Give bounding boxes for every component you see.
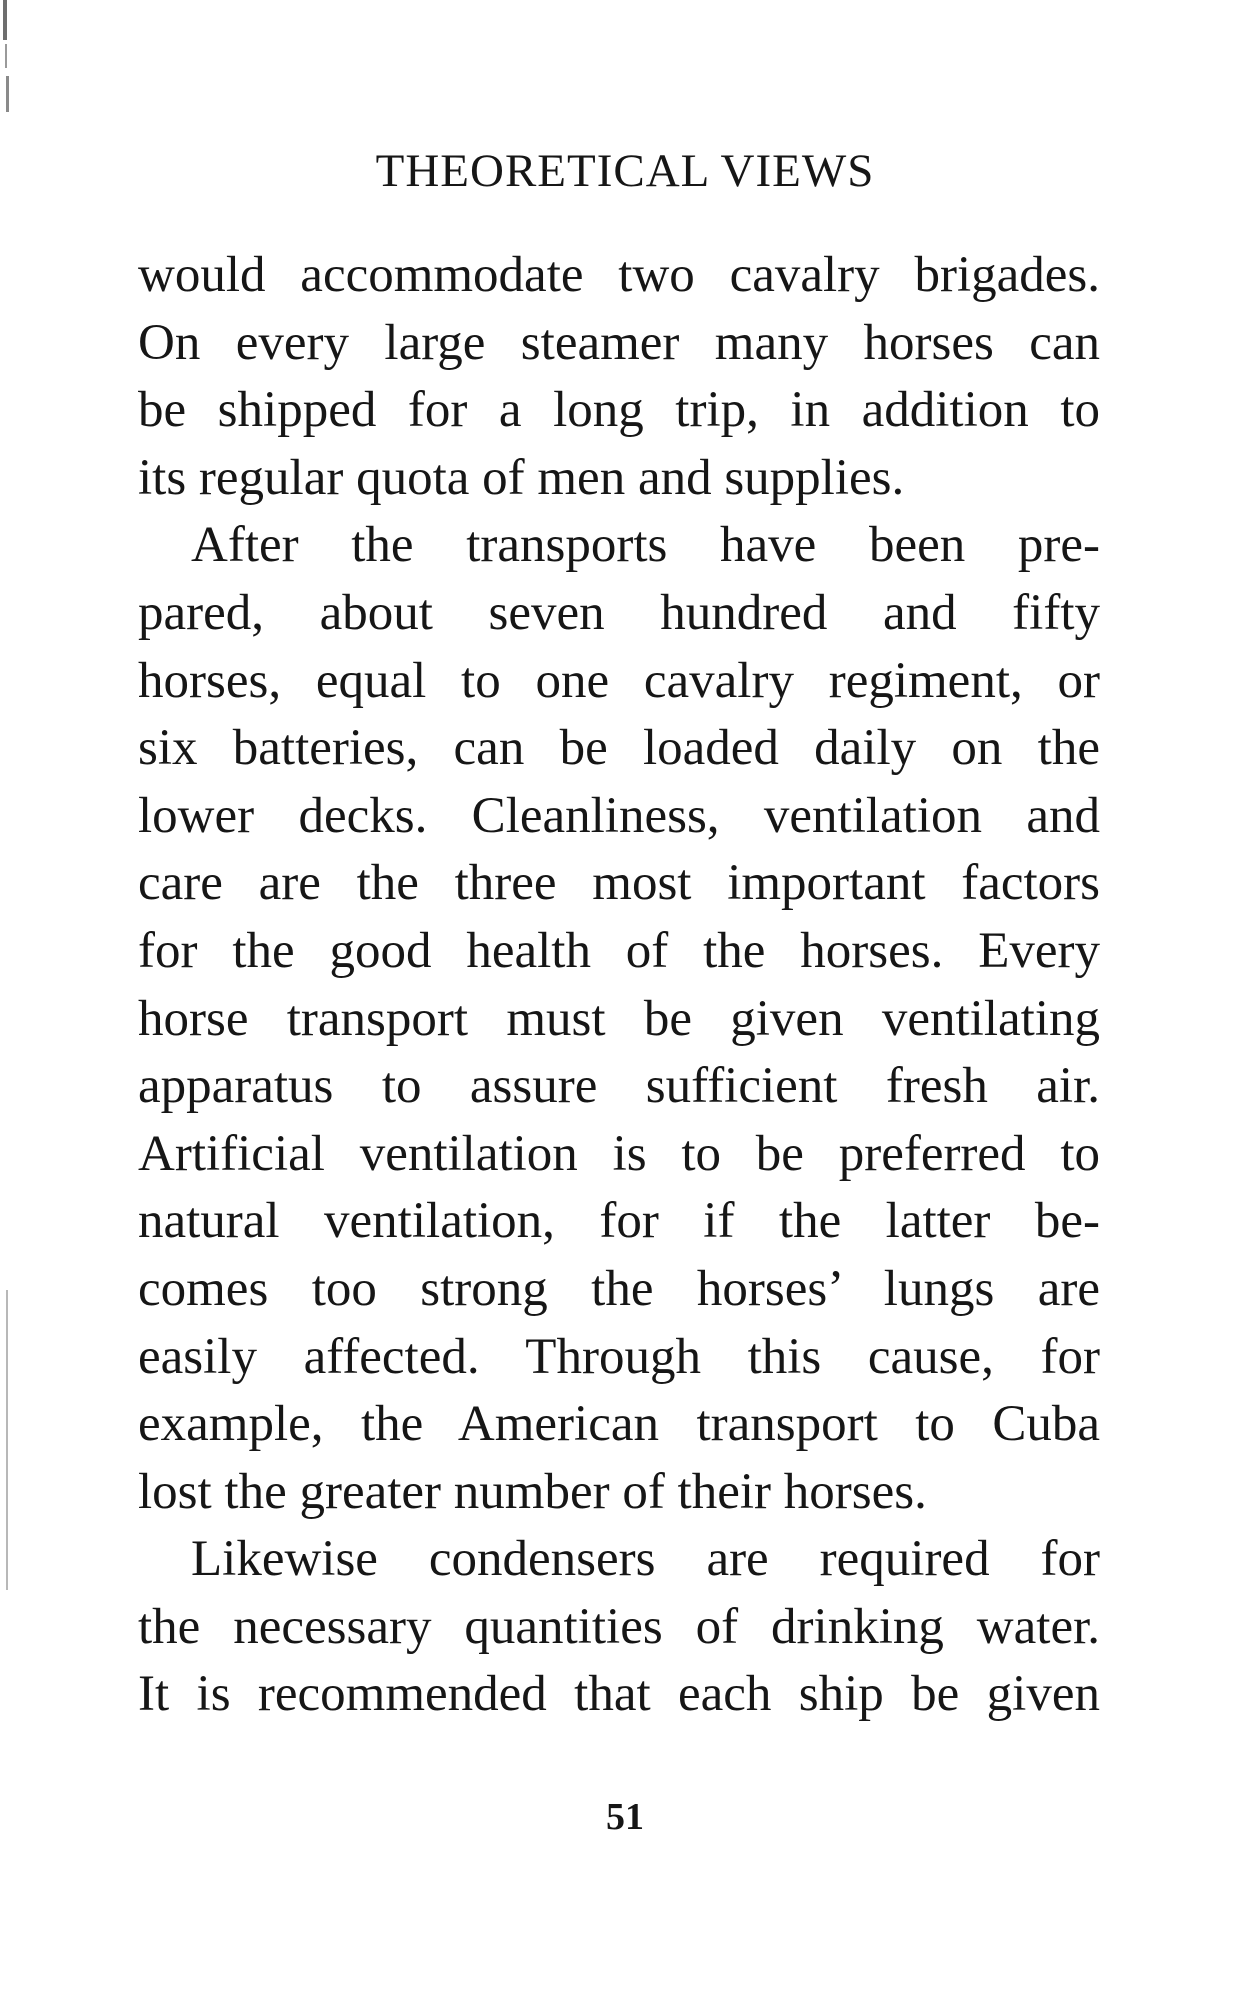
page-number: 51 [606, 1796, 644, 1838]
text-line: After the transports have been pre- [191, 517, 1100, 574]
scan-edge-mark [6, 76, 9, 112]
text-line: six batteries, can be loaded daily on the [138, 720, 1100, 777]
text-line: would accommodate two cavalry brigades. [138, 247, 1100, 303]
text-line: comes too strong the horses’ lungs are [138, 1260, 1100, 1317]
text-line: for the good health of the horses. Every [138, 922, 1100, 979]
running-head: THEORETICAL VIEWS [375, 145, 875, 197]
text-line: its regular quota of men and supplies. [138, 449, 905, 506]
text-line: horse transport must be given ventilating [138, 990, 1100, 1047]
scan-edge-mark [6, 1290, 8, 1590]
text-line: example, the American transport to Cuba [138, 1396, 1100, 1453]
text-line: lost the greater number of their horses. [138, 1463, 927, 1520]
text-line: Artificial ventilation is to be preferred to [138, 1125, 1100, 1182]
text-line: horses, equal to one cavalry regiment, or [138, 652, 1100, 709]
body-text [138, 242, 1100, 1729]
text-line: Likewise condensers are required for [191, 1531, 1100, 1588]
text-line: pared, about seven hundred and fifty [138, 584, 1100, 641]
text-line: be shipped for a long trip, in addition to [138, 382, 1100, 439]
text-line: the necessary quantities of drinking water. [138, 1598, 1100, 1655]
text-line: lower decks. Cleanliness, ventilation and [138, 787, 1100, 844]
text-line: It is recommended that each ship be given [138, 1666, 1100, 1723]
text-line: On every large steamer many horses can [138, 314, 1100, 371]
text-line: care are the three most important factors [138, 855, 1100, 912]
text-line: easily affected. Through this cause, for [138, 1328, 1100, 1385]
scan-edge-mark [3, 0, 7, 40]
text-line: natural ventilation, for if the latter be- [138, 1193, 1100, 1250]
scan-edge-mark [5, 44, 7, 68]
text-line: apparatus to assure sufficient fresh air. [138, 1058, 1100, 1115]
